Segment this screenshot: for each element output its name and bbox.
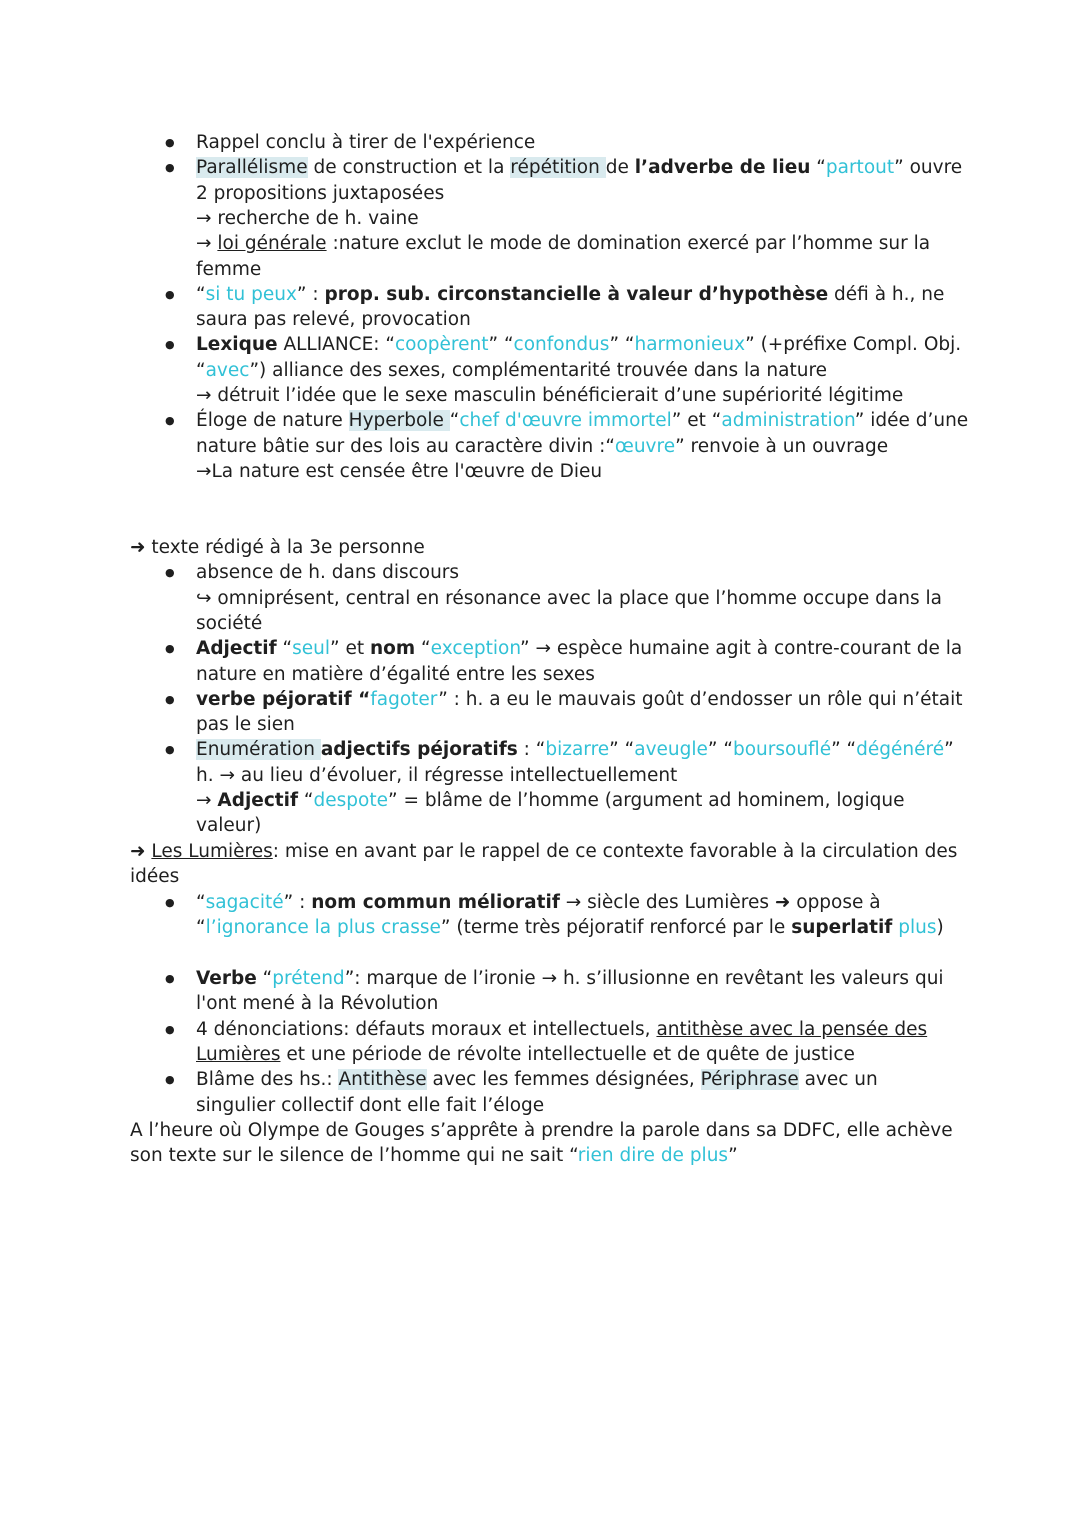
- list-item-line: [196, 1017, 927, 1042]
- text-run: ): [936, 916, 944, 938]
- quote-run: dégénéré: [856, 739, 945, 761]
- quote-run: si tu peux: [205, 283, 297, 305]
- text-run: femme: [196, 258, 262, 280]
- text-run: : mise en avant par le rappel de ce contexte favorable à la circulation des: [272, 841, 958, 862]
- bold-run: nom: [370, 638, 416, 660]
- text-run: “: [196, 891, 206, 913]
- list-item-line: [196, 991, 438, 1016]
- list-item-line: [196, 1042, 855, 1067]
- text-run: pas le sien: [196, 714, 295, 736]
- highlight-run: Périphrase: [700, 1069, 799, 1091]
- bold-run: adjectifs péjoratifs: [320, 739, 518, 761]
- list-item-line: [196, 130, 535, 155]
- bullet-icon: ●: [165, 743, 175, 757]
- bullet-icon: ●: [165, 1022, 175, 1036]
- text-run: →: [196, 233, 218, 255]
- text-run: Éloge de nature: [196, 410, 349, 432]
- section-heading: [130, 535, 425, 560]
- text-run: h. → au lieu d’évoluer, il régresse intellectuellement: [196, 764, 678, 786]
- text-run: ” “: [831, 739, 857, 761]
- quote-run: avec: [205, 359, 250, 381]
- text-run: ”) alliance des sexes, complémentarité trouvée dans la nature: [249, 359, 828, 381]
- bullet-icon: ●: [165, 972, 175, 985]
- text-run: de construction et la: [307, 157, 511, 179]
- text-run: ” et “: [671, 410, 722, 432]
- list-item-line: [196, 332, 961, 357]
- text-run: de: [605, 157, 635, 179]
- text-run: absence de h. dans discours: [196, 562, 460, 584]
- highlight-run: Enumération: [196, 739, 321, 761]
- text-run: → détruit l’idée que le sexe masculin bénéficierait d’une supériorité légitime: [196, 385, 904, 406]
- list-item-line: [196, 611, 262, 636]
- text-run: ” (terme très péjoratif renforcé par le: [440, 916, 792, 938]
- quote-run: harmonieux: [634, 334, 746, 356]
- list-item-line: [196, 181, 444, 206]
- text-run: ” (+préfixe Compl. Obj.: [745, 334, 962, 356]
- text-run: 2 propositions juxtaposées: [196, 182, 445, 204]
- list-item-line: [196, 434, 888, 459]
- section-heading: [130, 839, 957, 864]
- text-run: “: [276, 638, 293, 660]
- list-item-line: [196, 763, 677, 788]
- quote-run: chef d'œuvre immortel: [459, 410, 672, 432]
- text-run: “: [196, 359, 206, 381]
- text-run: ” “: [609, 739, 635, 761]
- bullet-icon: ●: [165, 338, 175, 352]
- bold-run: Adjectif: [196, 638, 277, 660]
- text-run: ” = blâme de l’homme (argument ad hominem, logique: [387, 790, 905, 811]
- text-run: ” :: [283, 891, 312, 913]
- text-run: société: [196, 612, 263, 634]
- list-item-line: [196, 586, 942, 611]
- list-item-line: [196, 459, 602, 484]
- bullet-icon: ●: [165, 895, 175, 909]
- text-run: ALLIANCE: “: [277, 334, 395, 356]
- text-run: 4 dénonciations: défauts moraux et intellectuels,: [196, 1018, 657, 1040]
- text-run: : “: [517, 739, 546, 761]
- list-item-line: [196, 636, 962, 661]
- text-run: “: [298, 790, 314, 811]
- list-item-line: [196, 231, 930, 256]
- bullet-icon: ●: [165, 566, 175, 580]
- text-run: ”: [728, 1145, 738, 1167]
- bullet-icon: ●: [165, 136, 175, 149]
- text-run: ” → espèce humaine agit à contre-courant de la: [520, 638, 963, 660]
- underline-run: Les Lumières: [151, 841, 273, 862]
- text-run: → recherche de h. vaine: [196, 207, 419, 229]
- bold-run: l’adverbe de lieu: [634, 157, 811, 179]
- text-run: ” :: [296, 283, 325, 305]
- list-item-line: [196, 358, 827, 383]
- list-item-line: [196, 282, 944, 307]
- text-run: idées: [130, 866, 180, 888]
- text-run: →: [196, 790, 218, 811]
- text-run: “: [196, 283, 206, 305]
- quote-run: partout: [825, 157, 895, 179]
- bullet-icon: ●: [165, 414, 175, 428]
- list-item-line: [196, 1093, 544, 1118]
- underline-run: antithèse avec la pensée des: [656, 1018, 928, 1040]
- list-item-line: [196, 915, 944, 940]
- text-run: “: [449, 410, 460, 432]
- section-heading: [130, 864, 179, 889]
- quote-run: bizarre: [545, 739, 610, 761]
- list-item-line: [196, 662, 595, 687]
- text-run: son texte sur le silence de l’homme qui ne sait “: [130, 1145, 578, 1167]
- list-item-line: [196, 966, 944, 991]
- closing-paragraph-line: [130, 1118, 953, 1143]
- closing-paragraph-line: [130, 1143, 738, 1168]
- quote-run: coopèrent: [394, 334, 489, 356]
- text-run: et une période de révolte intellectuelle et de quête de justice: [280, 1043, 855, 1065]
- bullet-icon: ●: [165, 161, 175, 175]
- text-run: ” ouvre: [894, 157, 963, 179]
- text-run: ”: marque de l’ironie → h. s’illusionne en revêtant les valeurs qui: [344, 968, 944, 989]
- list-item-line: [196, 408, 968, 433]
- list-item-line: [196, 155, 962, 180]
- bold-run: Lexique: [196, 334, 278, 356]
- text-run: ➜: [130, 841, 152, 862]
- text-run: ➜ texte rédigé à la 3e personne: [130, 537, 425, 558]
- list-item-line: [196, 307, 471, 332]
- text-run: ” renvoie à un ouvrage: [675, 435, 889, 457]
- quote-run: sagacité: [205, 891, 284, 913]
- text-run: ”: [944, 739, 954, 761]
- text-run: défi à h., ne: [828, 283, 945, 305]
- bullet-icon: ●: [165, 1073, 175, 1087]
- text-run: ↪ omniprésent, central en résonance avec la place que l’homme occupe dans la: [196, 587, 942, 609]
- list-item-line: [196, 687, 962, 712]
- quote-run: boursouflé: [732, 739, 832, 761]
- quote-run: administration: [721, 410, 855, 432]
- text-run: ” et: [330, 638, 370, 660]
- text-run: “: [196, 916, 206, 938]
- list-item-line: [196, 712, 295, 737]
- bullet-icon: ●: [165, 287, 175, 301]
- text-run: nature en matière d’égalité entre les sexes: [196, 663, 595, 685]
- text-run: ” “: [488, 334, 514, 356]
- list-item-line: [196, 813, 261, 838]
- bold-run: superlatif: [791, 916, 893, 938]
- text-run: “: [256, 968, 273, 989]
- bullet-icon: ●: [165, 642, 175, 656]
- text-run: valeur): [196, 815, 262, 837]
- quote-run: œuvre: [614, 435, 676, 457]
- highlight-run: répétition: [510, 157, 606, 179]
- list-item-line: [196, 1067, 878, 1092]
- bold-run: Verbe: [196, 968, 257, 989]
- quote-run: rien dire de plus: [577, 1145, 729, 1167]
- bold-run: nom commun mélioratif: [311, 891, 560, 913]
- text-run: “: [810, 157, 826, 179]
- quote-run: plus: [898, 916, 937, 938]
- text-run: nature bâtie sur des lois au caractère divin :“: [196, 435, 615, 457]
- bold-run: prop. sub. circonstancielle à valeur d’hypothèse: [324, 283, 829, 305]
- list-item-line: [196, 206, 419, 231]
- text-run: :nature exclut le mode de domination exercé par l’homme sur la: [326, 233, 931, 255]
- list-item-line: [196, 890, 881, 915]
- text-run: singulier collectif dont elle fait l’éloge: [196, 1094, 545, 1116]
- underline-run: loi générale: [217, 233, 327, 255]
- list-item-line: [196, 257, 261, 282]
- list-item-line: [196, 560, 459, 585]
- quote-run: exception: [430, 638, 521, 660]
- list-item-line: [196, 788, 905, 813]
- text-run: ” idée d’une: [854, 410, 969, 432]
- highlight-run: Parallélisme: [196, 157, 308, 179]
- list-item-line: [196, 737, 954, 762]
- text-run: “: [415, 638, 431, 660]
- quote-run: prétend: [272, 968, 345, 989]
- bullet-icon: ●: [165, 692, 175, 706]
- text-run: ” “: [707, 739, 733, 761]
- text-run: → siècle des Lumières ➜ oppose à: [559, 891, 881, 913]
- list-item-line: [196, 383, 903, 408]
- text-run: avec les femmes désignées,: [426, 1069, 701, 1091]
- text-run: ” : h. a eu le mauvais goût d’endosser un rôle qui n’était: [438, 688, 963, 710]
- text-run: Rappel conclu à tirer de l'expérience: [196, 132, 536, 153]
- text-run: A l’heure où Olympe de Gouges s’apprête à prendre la parole dans sa DDFC, elle achève: [130, 1119, 953, 1141]
- highlight-run: Hyperbole: [348, 410, 450, 432]
- highlight-run: Antithèse: [338, 1069, 427, 1091]
- bold-run: verbe péjoratif “: [196, 688, 371, 710]
- quote-run: confondus: [513, 334, 610, 356]
- quote-run: despote: [313, 790, 388, 811]
- quote-run: fagoter: [370, 688, 439, 710]
- text-run: l'ont mené à la Révolution: [196, 993, 439, 1015]
- bold-run: Adjectif: [217, 790, 299, 811]
- text-run: Blâme des hs.:: [196, 1069, 339, 1091]
- text-run: →La nature est censée être l'œuvre de Dieu: [196, 460, 603, 482]
- underline-run: Lumières: [196, 1043, 281, 1065]
- quote-run: l’ignorance la plus crasse: [205, 916, 441, 938]
- quote-run: seul: [292, 638, 331, 660]
- text-run: saura pas relevé, provocation: [196, 309, 471, 331]
- quote-run: aveugle: [634, 739, 708, 761]
- text-run: ” “: [609, 334, 635, 356]
- text-run: avec un: [798, 1069, 878, 1091]
